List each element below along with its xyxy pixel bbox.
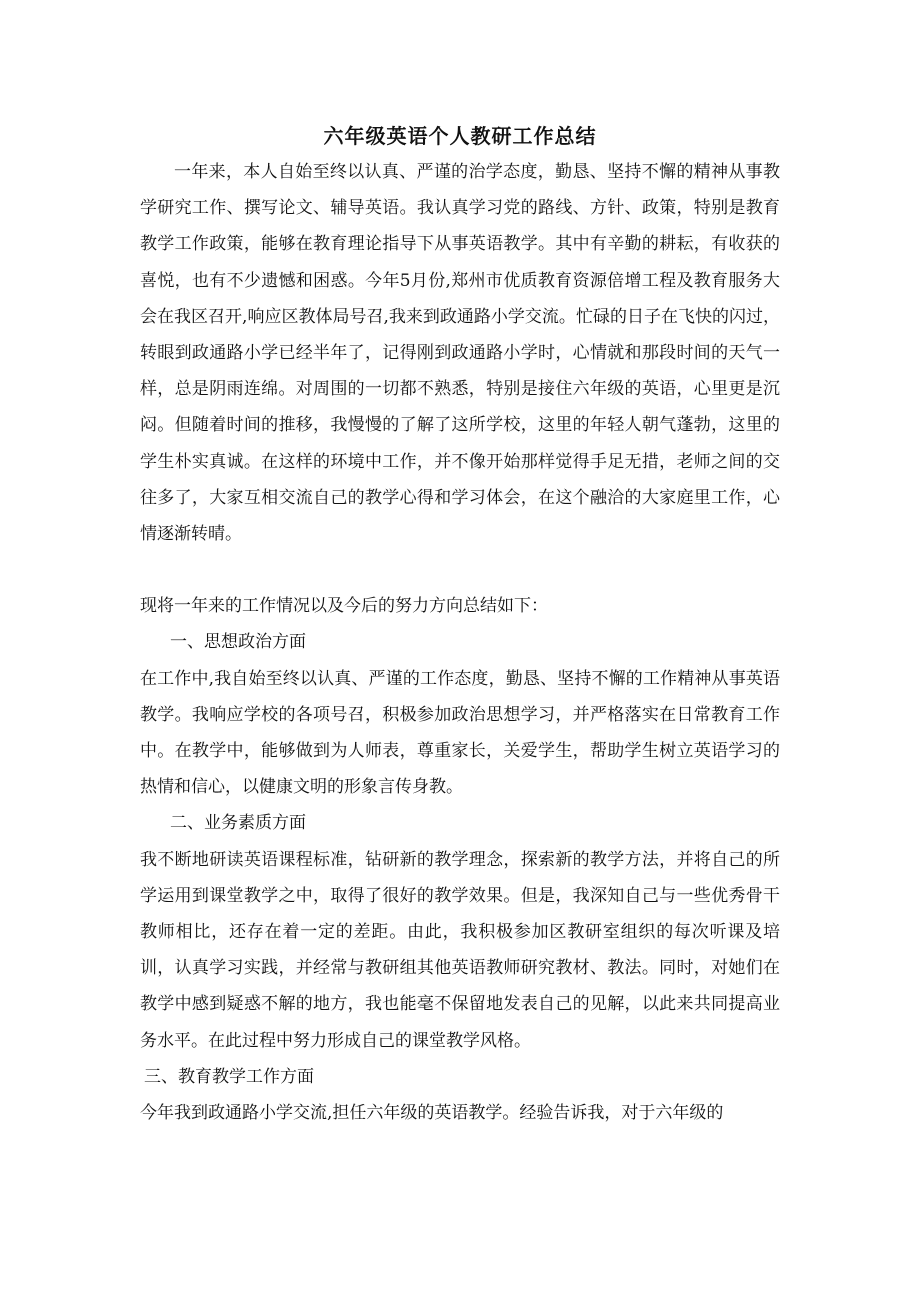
section-heading-professional: 二、业务素质方面 <box>170 813 306 834</box>
section-heading-politics: 一、思想政治方面 <box>170 632 306 653</box>
paragraph-spacer <box>140 552 780 588</box>
intro-paragraph: 一年来，本人自始至终以认真、严谨的治学态度，勤恳、坚持不懈的精神从事教学研究工作、撰写论文、辅导英语。我认真学习党的路线、方针、政策，特别是教育教学工作政策，能够在教育理论指导下从事英语教学。其中有辛勤的耕耘，有收获的喜悦，也有不少遗憾和困惑。今年5月份,郑州市优质教育资源倍增工程及教育服务大会在我区召开,响应区教体局号召,我来到政通路小学交流。忙碌的日子在飞快的闪过，转眼到政通路小学已经半年了，记得刚到政通路小学时，心情就和那段时间的天气一样，总是阴雨连绵。对周围的一切都不熟悉，特别是接住六年级的英语，心里更是沉闷。但随着时间的推移，我慢慢的了解了这所学校，这里的年轻人朝气蓬勃，这里的学生朴实真诚。在这样的环境中工作，并不像开始那样觉得手足无措，老师之间的交往多了，大家互相交流自己的教学心得和学习体会，在这个融洽的大家庭里工作，心情逐渐转晴。 <box>140 162 780 545</box>
section-body-teaching: 今年我到政通路小学交流,担任六年级的英语教学。经验告诉我，对于六年级的 <box>140 1103 724 1124</box>
section-body-professional: 我不断地研读英语课程标准，钻研新的教学理念，探索新的教学方法，并将自己的所学运用到课堂教学之中，取得了很好的教学效果。但是，我深知自己与一些优秀骨干教师相比，还存在着一定的差距。由此，我积极参加区教研室组织的每次听课及培训，认真学习实践，并经常与教研组其他英语教师研究教材、教法。同时，对她们在教学中感到疑惑不解的地方，我也能毫不保留地发表自己的见解，以此来共同提高业务水平。在此过程中努力形成自己的课堂教学风格。 <box>140 849 780 1051</box>
section-body-politics: 在工作中,我自始至终以认真、严谨的工作态度，勤恳、坚持不懈的工作精神从事英语教学。我响应学校的各项号召，积极参加政治思想学习，并严格落实在日常教育工作中。在教学中，能够做到为人师表，尊重家长，关爱学生，帮助学生树立英语学习的热情和信心，以健康文明的形象言传身教。 <box>140 668 780 798</box>
document-title: 六年级英语个人教研工作总结 <box>323 124 597 148</box>
section-heading-teaching: 三、教育教学工作方面 <box>144 1066 314 1087</box>
document-body <box>140 118 780 1131</box>
summary-lead: 现将一年来的工作情况以及今后的努力方向总结如下： <box>140 596 548 617</box>
